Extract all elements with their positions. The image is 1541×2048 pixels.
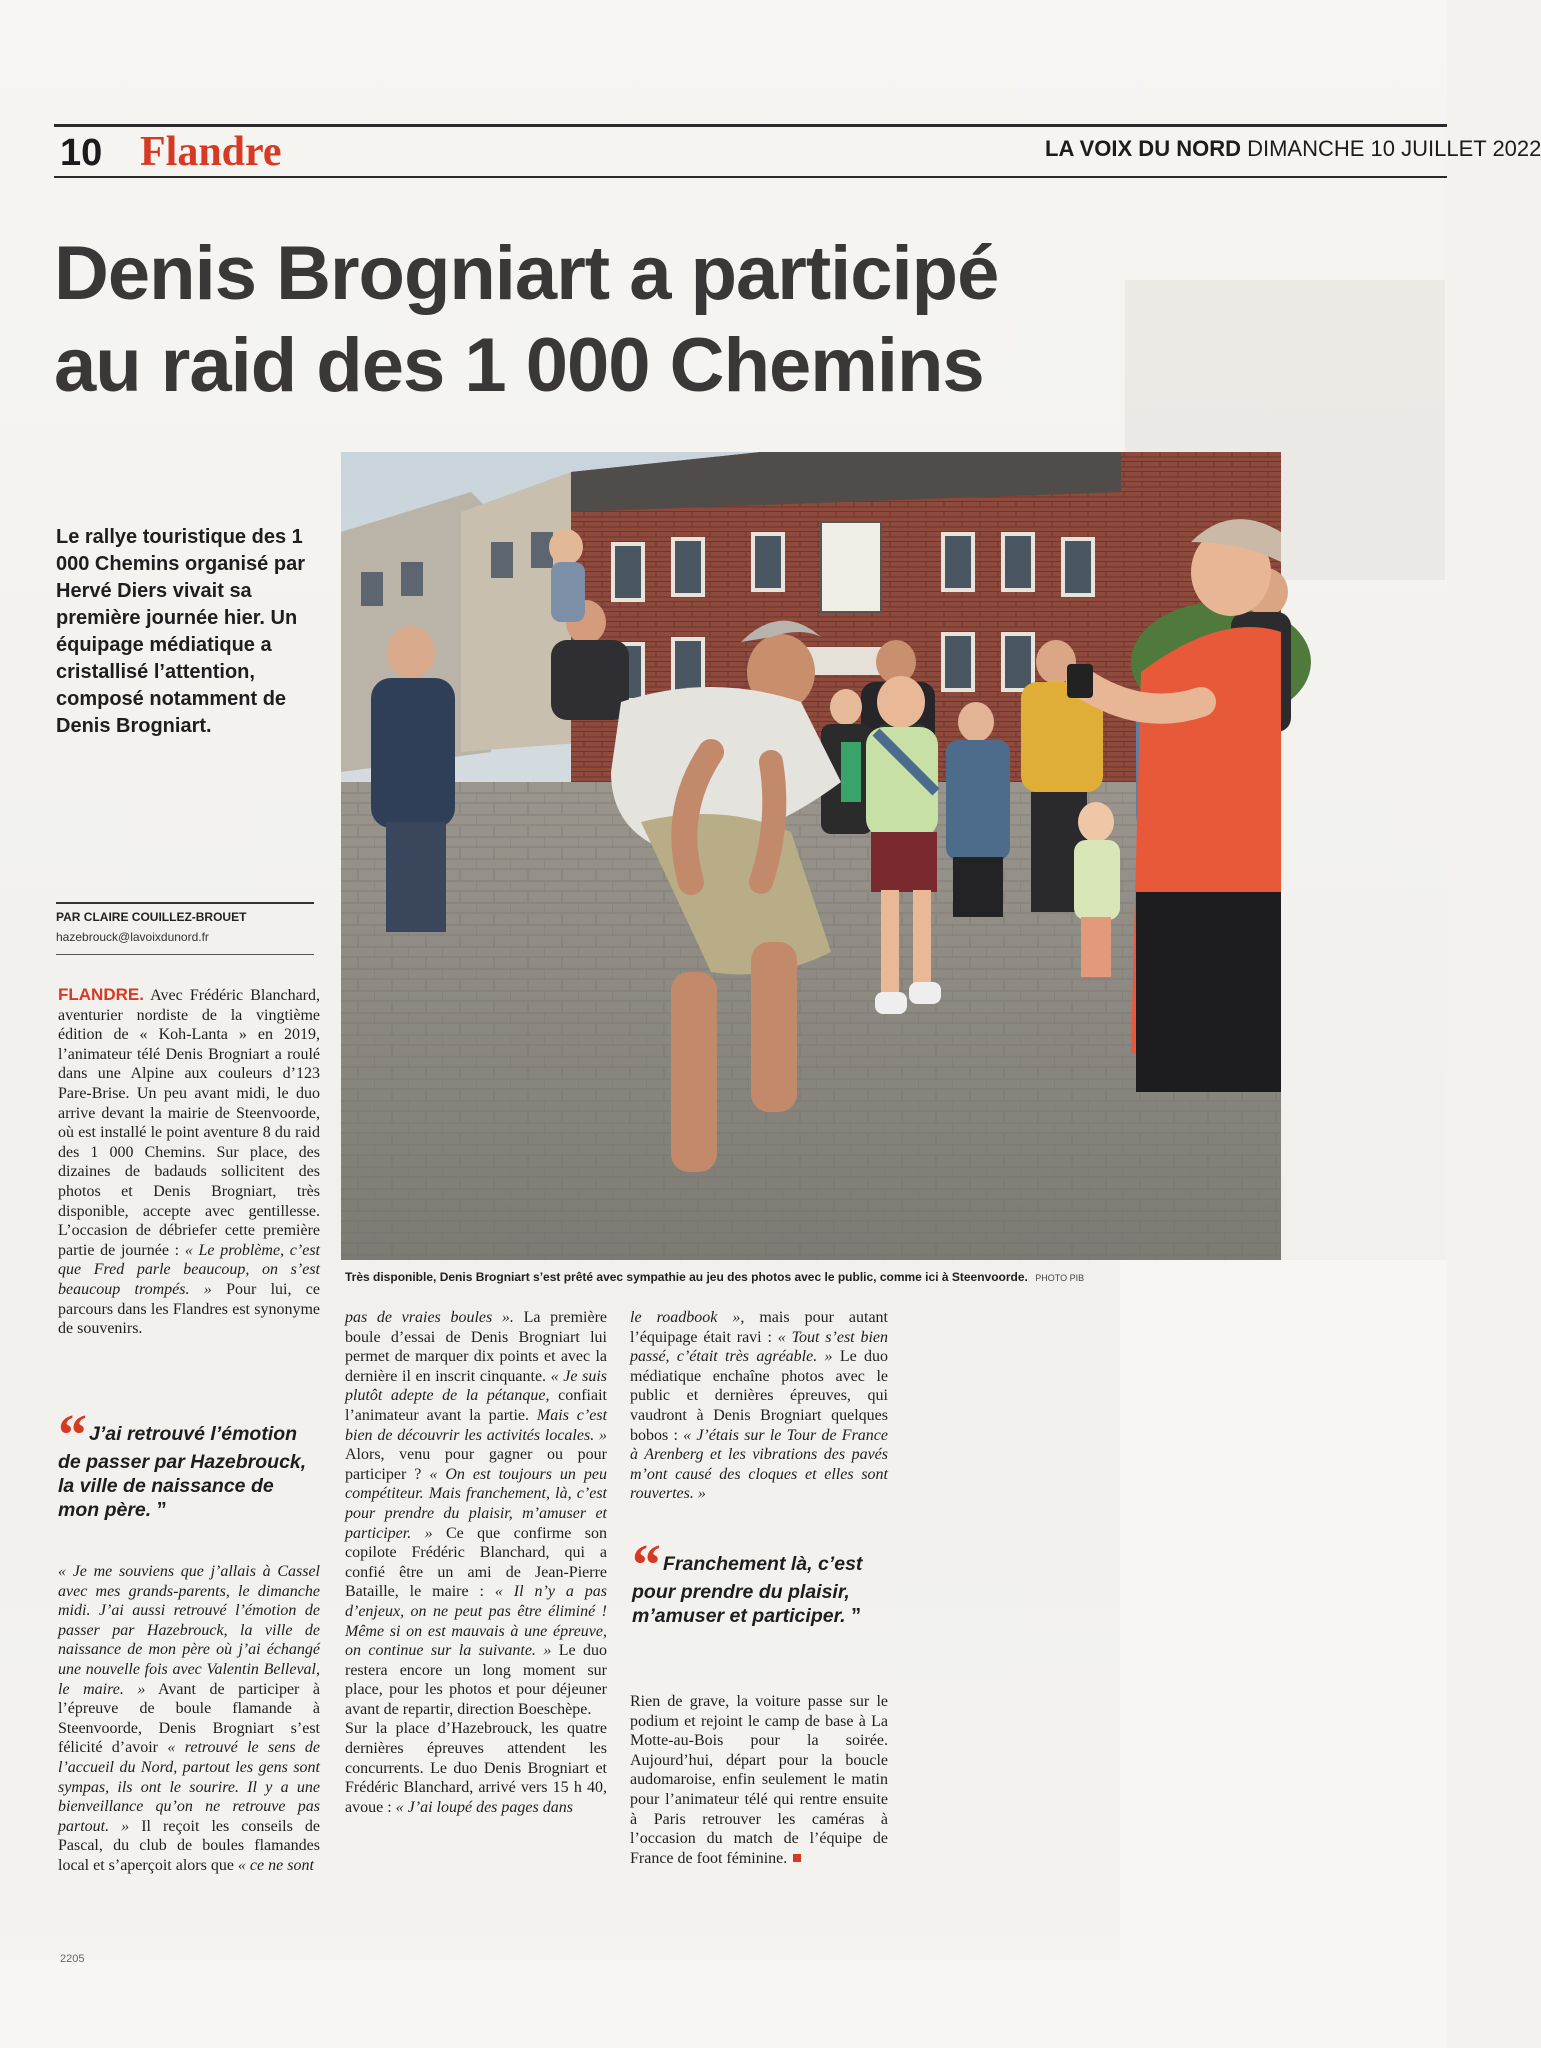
photo-caption-text: Très disponible, Denis Brogniart s’est prêté avec sympathie au jeu des photos avec le public, comme ici à Steenvoorde. bbox=[345, 1270, 1028, 1284]
pull-quote-2 bbox=[632, 1532, 882, 1628]
headline-line-2: au raid des 1 000 Chemins bbox=[54, 323, 984, 408]
photo-credit: PHOTO PIB bbox=[1035, 1273, 1085, 1283]
shop-sign bbox=[821, 522, 881, 612]
body-p2-end: Il reçoit les conseils de Pascal, du club de boules flamandes local et s’aperçoit alors que bbox=[58, 1817, 320, 1874]
body-column-3-bottom bbox=[630, 1692, 888, 1868]
headline-line-1: Denis Brogniart a participé bbox=[54, 231, 999, 316]
end-mark-icon bbox=[793, 1854, 801, 1862]
body-column-3-top bbox=[630, 1308, 888, 1504]
body-p2-mid: Avant de participer à l’épreuve de boule flamande à Steenvoorde, Denis Brogniart s’est félicité d’avoir bbox=[58, 1680, 320, 1757]
body-c2-a: La première boule d’essai de Denis Brogniart lui permet de marquer dix points et avec la dernière il en inscrit cinquante. bbox=[345, 1309, 608, 1385]
body-c2-quote2: « Je suis plutôt adepte de la pétanque, bbox=[345, 1367, 607, 1405]
section-title: Flandre bbox=[140, 129, 282, 175]
body-p2-quote2: « retrouvé le sens de l’accueil du Nord, partout les gens sont sympas, ils ont le sourire. Il y a une bienveillance qu’on ne retrouve pas partout. » bbox=[58, 1739, 320, 1835]
body-column-2 bbox=[345, 1308, 607, 1817]
quote-open-icon: “ bbox=[58, 1402, 87, 1467]
masthead bbox=[1045, 136, 1541, 162]
body-c2-quote5: « Il n’y a pas d’enjeux, on ne peut pas être éliminé ! Même si on est mauvais à une épreuve, on continue sur la suivante. » bbox=[345, 1583, 607, 1660]
body-c3-a: mais pour autant l’équipage était ravi : bbox=[630, 1309, 888, 1346]
byline-rule bbox=[56, 902, 314, 904]
pull-quote-1 bbox=[58, 1402, 308, 1522]
body-c2-quote6: « J’ai loupé des pages dans bbox=[395, 1798, 573, 1816]
header-rule-bottom bbox=[54, 176, 1447, 178]
body-c3-quote3: « J’étais sur le Tour de France à Arenberg et les vibrations des pavés m’ont causé des cloques et elles sont rouvertes. » bbox=[630, 1426, 889, 1503]
article-photo bbox=[341, 452, 1281, 1260]
body-p2-quote3: « ce ne sont bbox=[237, 1856, 314, 1874]
quote-close-icon: ” bbox=[151, 1499, 167, 1521]
photo-illustration bbox=[341, 452, 1281, 1260]
newspaper-brand: LA VOIX DU NORD bbox=[1045, 136, 1241, 161]
photo-caption bbox=[345, 1270, 1245, 1284]
quote-open-icon: “ bbox=[632, 1532, 661, 1597]
blank-paper-area bbox=[1120, 1260, 1447, 2048]
pull-quote-1-text: J’ai retrouvé l’émotion de passer par Hazebrouck, la ville de naissance de mon père. bbox=[58, 1423, 307, 1521]
body-c2-quote3: Mais c’est bien de découvrir les activités locales. » bbox=[345, 1406, 608, 1444]
body-c3-quote2: « Tout s’est bien passé, c’était très agréable. » bbox=[630, 1328, 888, 1366]
issue-date: DIMANCHE 10 JUILLET 2022 bbox=[1247, 136, 1541, 161]
body-c2-d: Ce que confirme son copilote Frédéric Blanchard, qui a confié être un ami de Jean-Pierre Bataille, le maire : bbox=[345, 1524, 607, 1601]
body-column-1-bottom bbox=[58, 1562, 320, 1876]
body-c3-c: Rien de grave, la voiture passe sur le podium et rejoint le camp de base à La Motte-au-Bois pour la soirée. Aujourd’hui, départ pour la boucle audomaroise, enfin seulement le matin pour l’animateur télé qui rentre ensuite à Paris retrouver les caméras à l’occasion du match de l’équipe de France de foot féminine. bbox=[630, 1693, 888, 1867]
body-c2-f: Sur la place d’Hazebrouck, les quatre dernières épreuves attendent les concurrents. Le duo Denis Brogniart et Frédéric Blanchard, arrivé vers 15 h 40, avoue : bbox=[345, 1720, 607, 1816]
quote-close-icon: ” bbox=[845, 1605, 862, 1627]
pull-quote-2-text: Franchement là, c’est pour prendre du plaisir, m’amuser et participer. bbox=[632, 1553, 863, 1627]
bottom-margin bbox=[0, 1960, 1447, 2048]
body-c2-quote: pas de vraies boules ». bbox=[345, 1309, 514, 1326]
page-number: 10 bbox=[60, 132, 103, 174]
body-p1: Avec Frédéric Blanchard, aventurier nordiste de la vingtième édition de « Koh-Lanta » en 2019, l’animateur télé Denis Brogniart a roulé dans une Alpine aux couleurs d’123 Pare-Brise. Un peu avant midi, le duo arrive devant la mairie de Steenvoorde, où est installé le point aventure 8 du raid des 1 000 Chemins. Sur place, des dizaines de badauds sollicitent des photos et Denis Brogniart, très disponible, accepte avec gentillesse. L’occasion de débriefer cette première partie de journée : bbox=[58, 987, 320, 1259]
body-c2-c: Alors, venu pour gagner ou pour participer ? bbox=[345, 1446, 607, 1483]
body-p1-end: Pour lui, ce parcours dans les Flandres est synonyme de souvenirs. bbox=[58, 1280, 320, 1338]
byline-email: hazebrouck@lavoixdunord.fr bbox=[56, 930, 209, 944]
body-c2-b: confiait l’animateur avant la partie. bbox=[345, 1387, 607, 1424]
body-c2-e: Le duo restera encore un long moment sur place, pour les photos et pour déjeuner avant de repartir, direction Boeschèpe. bbox=[345, 1642, 608, 1718]
folio: 2205 bbox=[60, 1953, 85, 1965]
lead-paragraph: Le rallye touristique des 1 000 Chemins organisé par Hervé Diers vivait sa première journée hier. Un équipage médiatique a cristallisé l’attention, composé notamment de Denis Brogniart. bbox=[56, 526, 305, 737]
body-c3-quote: le roadbook », bbox=[630, 1309, 745, 1326]
body-column-1-top bbox=[58, 985, 320, 1339]
body-c3-b: Le duo médiatique enchaîne photos avec le public et dernières épreuves, qui vaudront à Denis Brogniart quelques bobos : bbox=[630, 1348, 888, 1444]
body-p1-quote: « Le problème, c’est que Fred parle beaucoup, on s’est beaucoup trompés. » bbox=[58, 1241, 320, 1298]
byline-author: PAR CLAIRE COUILLEZ-BROUET bbox=[56, 910, 247, 924]
body-p2-quote: « Je me souviens que j’allais à Cassel avec mes grands-parents, le dimanche midi. J’ai aussi retrouvé l’émotion de passer par Hazebrouck, la ville de naissance de mon père où j’ai échangé une nouvelle fois avec Valentin Belleval, le maire. » bbox=[58, 1563, 320, 1698]
byline-rule-bottom bbox=[56, 954, 314, 955]
headline bbox=[54, 228, 1114, 412]
body-c2-quote4: « On est toujours un peu compétiteur. Mais franchement, là, c’est pour prendre du plaisir, m’amuser et participer. » bbox=[345, 1465, 607, 1542]
bleed-through-text bbox=[320, 150, 331, 195]
header-rule-top bbox=[54, 124, 1447, 127]
kicker: FLANDRE. bbox=[58, 985, 144, 1004]
